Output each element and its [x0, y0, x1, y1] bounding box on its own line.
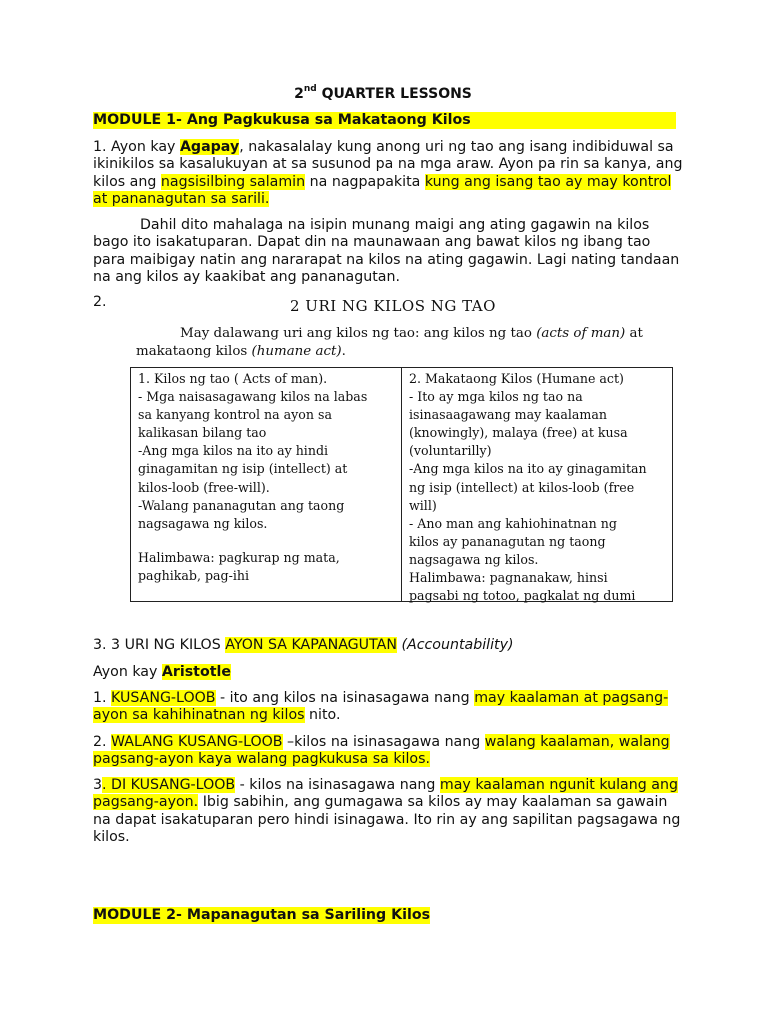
p3-accountability: (Accountability) — [401, 637, 514, 653]
item-2-label: 2. — [93, 294, 107, 310]
humane-act-line: isinasaagawang may kaalaman — [409, 407, 607, 423]
paragraph-di-kusang-loob — [93, 777, 683, 847]
humane-act-line: - Ano man ang kahiohinatnan ng — [409, 515, 617, 531]
acts-of-man-line: paghikab, pag-ihi — [138, 567, 250, 583]
paragraph-uri-kapanagutan — [93, 637, 683, 654]
p7-text-c: - kilos na isinasagawa nang — [235, 777, 440, 793]
p6-highlight: walang kaalaman, walang pagsang-ayon kaya walang pagkukusa sa kilos. — [93, 734, 670, 768]
p3-text-a: 3. 3 URI NG KILOS — [93, 637, 226, 653]
acts-of-man-line: kilos-loob (free-will). — [138, 479, 270, 495]
p5-term: KUSANG-LOOB — [111, 690, 216, 706]
intro-text-c: at — [625, 326, 643, 341]
intro-text-d: makataong kilos — [136, 344, 252, 359]
humane-act-line: nagsagawa ng kilos. — [409, 551, 539, 567]
p6-text-a: 2. — [93, 734, 112, 750]
acts-of-man-line: Halimbawa: pagkurap ng mata, — [138, 549, 340, 565]
p7-text-e: Ibig sabihin, ang gumagawa sa kilos ay may kaalaman sa gawain na dapat isakatuparan pero hindi isinagawa. Ito rin ay ang sapilitan pagsagawa ng kilos. — [93, 794, 681, 846]
acts-of-man-line — [138, 533, 401, 549]
humane-act-line: will) — [409, 497, 437, 513]
p7-highlight: may kaalaman ngunit kulang ang pagsang-ayon. — [93, 777, 678, 811]
image-title: 2 URI NG KILOS NG TAO — [290, 297, 496, 315]
p4-text-a: Ayon kay — [93, 664, 162, 680]
p1-highlight-salamin: nagsisilbing salamin — [160, 173, 306, 190]
p1-highlight-kontrol: kung ang isang tao ay may kontrol at pananagutan sa sarili. — [93, 173, 672, 208]
p5-text-e: nito. — [304, 707, 341, 724]
acts-of-man-column — [131, 368, 402, 601]
p6-text-c: –kilos na isinasagawa nang — [282, 734, 485, 750]
paragraph-aristotle — [93, 664, 683, 681]
module-1-heading: MODULE 1- Ang Pagkukusa sa Makataong Kilos — [93, 112, 676, 129]
aristotle-name: Aristotle — [161, 664, 231, 680]
acts-of-man-line: nagsagawa ng kilos. — [138, 515, 268, 531]
humane-act-column — [402, 368, 672, 604]
p5-text-c: - ito ang kilos na isinasagawa nang — [215, 690, 475, 706]
image-intro — [136, 325, 680, 361]
p6-term: WALANG KUSANG-LOOB — [111, 734, 283, 750]
p7-text-a: 3 — [93, 777, 103, 793]
title-ordinal: nd — [303, 84, 317, 94]
p7-term: . DI KUSANG-LOOB — [102, 777, 236, 793]
intro-humane-act: (humane act) — [251, 344, 342, 359]
acts-of-man-line: - Mga naisasagawang kilos na labas — [138, 389, 368, 405]
title-text: QUARTER LESSONS — [316, 86, 472, 102]
humane-act-line: 2. Makataong Kilos (Humane act) — [409, 371, 624, 386]
intro-acts-of-man: (acts of man) — [536, 326, 626, 341]
humane-act-line: -Ang mga kilos na ito ay ginagamitan — [409, 461, 647, 477]
acts-of-man-line: -Walang pananagutan ang taong — [138, 497, 345, 513]
acts-of-man-line: sa kanyang kontrol na ayon sa — [138, 407, 332, 423]
p5-highlight: may kaalaman at pagsang-ayon sa kahihinatnan ng kilos — [93, 690, 669, 724]
acts-of-man-line: kalikasan bilang tao — [138, 425, 267, 441]
humane-act-line: (knowingly), malaya (free) at kusa — [409, 425, 628, 441]
humane-act-line: ng isip (intellect) at kilos-loob (free — [409, 479, 635, 495]
humane-act-line: kilos ay pananagutan ng taong — [409, 533, 606, 549]
acts-of-man-line: ginagamitan ng isip (intellect) at — [138, 461, 348, 477]
humane-act-line: (voluntarilly) — [409, 443, 492, 459]
paragraph-walang-kusang-loob — [93, 734, 683, 769]
p1-text-e: na nagpapakita — [305, 173, 425, 190]
p3-highlight: AYON SA KAPANAGUTAN — [225, 637, 397, 653]
page-title — [93, 86, 673, 102]
kilos-comparison-table — [130, 367, 673, 602]
humane-act-line: - Ito ay mga kilos ng tao na — [409, 389, 583, 405]
module-2-heading: MODULE 2- Mapanagutan sa Sariling Kilos — [93, 907, 431, 923]
p5-text-a: 1. — [93, 690, 112, 706]
p1-text-a: 1. Ayon kay — [93, 139, 180, 155]
agapay-name: Agapay — [179, 139, 240, 155]
title-number: 2 — [294, 86, 304, 102]
acts-of-man-line: 1. Kilos ng tao ( Acts of man). — [138, 371, 328, 386]
humane-act-line: Halimbawa: pagnanakaw, hinsi — [409, 570, 608, 586]
p1-text-c: , nakasalalay kung anong uri ng tao ang isang indibiduwal sa ikinikilos sa kasalukuyan at sa susunod pa na mga araw. Ayon pa rin sa kanya, ang kilos ang — [93, 139, 683, 190]
paragraph-agapay — [93, 139, 683, 209]
paragraph-kusang-loob — [93, 690, 683, 725]
paragraph-dahil: Dahil dito mahalaga na isipin munang maigi ang ating gagawin na kilos bago ito isakatuparan. Dapat din na maunawaan ang bawat kilos ng ibang tao para maibigay natin ang nararapat na kilos na ating gagawin. Lagi nating tandaan na ang kilos ay kaakibat ang pananagutan. — [93, 217, 680, 286]
humane-act-line: pagsabi ng totoo, pagkalat ng dumi — [409, 588, 636, 604]
intro-text-a: May dalawang uri ang kilos ng tao: ang kilos ng tao — [180, 326, 537, 341]
intro-text-f: . — [341, 344, 346, 359]
intro-line-2 — [136, 343, 680, 361]
acts-of-man-line: -Ang mga kilos na ito ay hindi — [138, 443, 329, 459]
